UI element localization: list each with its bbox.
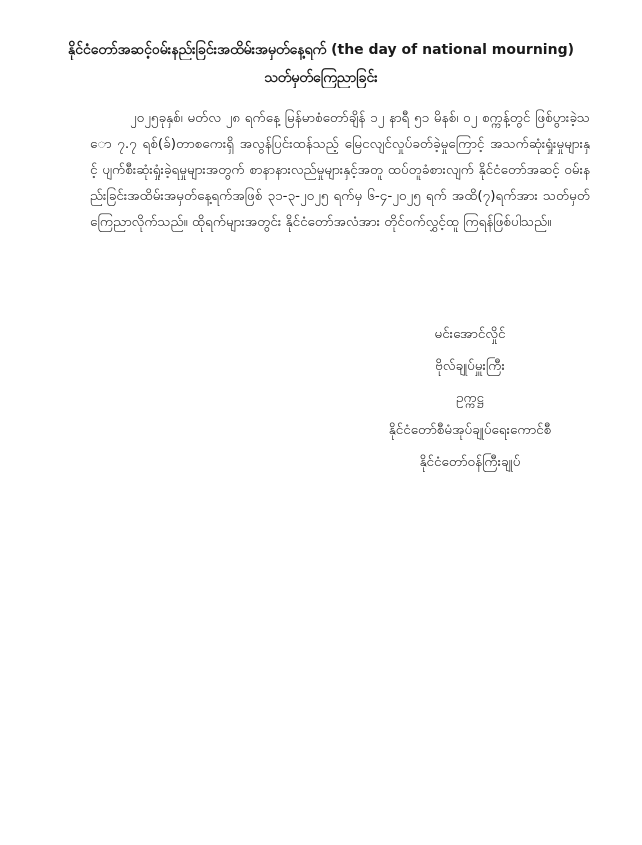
document-subtitle: သတ်မှတ်ကြေညာခြင်း [264, 70, 378, 86]
signature-block [330, 318, 610, 478]
signatory-position-pm: နိုင်ငံတော်ဝန်ကြီးချုပ် [419, 454, 521, 470]
signatory-position-chairman: ဥက္ကဋ္ဌ [455, 390, 485, 406]
signatory-rank: ဗိုလ်ချုပ်မှူးကြီး [435, 358, 505, 374]
document-title: နိုင်ငံတော်အဆင့်ဝမ်းနည်းခြင်းအထိမ်းအမှတ်နေ့ရက် (the day of national mourning) [68, 42, 574, 58]
announcement-body: ၂၀၂၅ခုနှစ်၊ မတ်လ ၂၈ ရက်နေ့ မြန်မာစံတော်ချိန် ၁၂ နာရီ ၅၁ မိနစ်၊ ၀၂ စက္ကန့်တွင် ဖြစ်ပွားခဲ့သော ၇.၇ ရစ်(ခ်)တာစကေးရှိ အလွန်ပြင်းထန်သည့် မြေငလျင်လှုပ်ခတ်ခဲ့မှုကြောင့် အသက်ဆုံးရှုံးမှုများနှင့် ပျက်စီးဆုံးရှုံးခဲ့ရမှုများအတွက် စာနာနားလည်မှုများနှင့်အတူ ထပ်တူခံစားလျက် နိုင်ငံတော်အဆင့် ဝမ်းနည်းခြင်းအထိမ်းအမှတ်နေ့ရက်အဖြစ် ၃၁-၃-၂၀၂၅ ရက်မှ ၆-၄-၂၀၂၅ ရက် အထိ(၇)ရက်အား သတ်မှတ်ကြေညာလိုက်သည်။ ထိုရက်များအတွင်း နိုင်ငံတော်အလံအား တိုင်ဝက်လွှင့်ထူ ကြရန်ဖြစ်ပါသည်။ [90, 110, 590, 230]
signatory-name: မင်းအောင်လှိုင် [434, 326, 506, 342]
signatory-position-council: နိုင်ငံတော်စီမံအုပ်ချုပ်ရေးကောင်စီ [388, 422, 552, 438]
